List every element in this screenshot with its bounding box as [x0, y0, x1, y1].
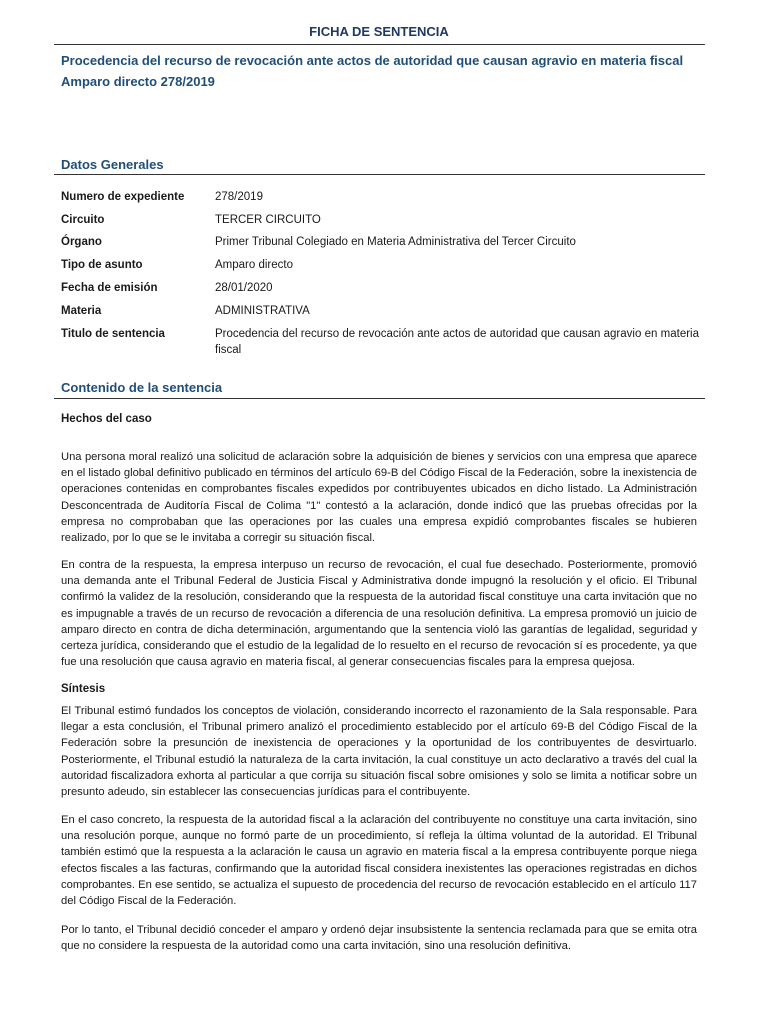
- title-divider: [54, 44, 705, 45]
- sintesis-paragraph: Por lo tanto, el Tribunal decidió conceder el amparo y ordenó dejar insubsistente la sentencia reclamada para que se emita otra que no considere la respuesta de la autoridad como una carta invitación, sino una resolución definitiva.: [61, 924, 697, 953]
- general-value: ADMINISTRATIVA: [215, 305, 310, 317]
- contenido-heading: Contenido de la sentencia: [61, 380, 223, 395]
- general-label: Circuito: [61, 214, 105, 226]
- hechos-paragraph: Una persona moral realizó una solicitud de aclaración sobre la adquisición de bienes y servicios con una empresa que aparece en el listado global definitivo publicado en términos del artículo 69-B del Código Fiscal de la Federación, sobre la inexistencia de operaciones contenidas en comprobantes fiscales expedidos por contribuyentes ubicados en dicho listado. La Administración Desconcentrada de Auditoría Fiscal de Colima "1" contestó a la aclaración, donde indicó que las pruebas ofrecidas por la empresa no comprobaban que las operaciones por las cuales una empresa expidió comprobantes fiscales se hubieren realizado, por lo que se le invitaba a corregir su situación fiscal.: [61, 451, 697, 545]
- case-subtitle: Amparo directo 278/2019: [61, 74, 215, 89]
- general-label: Fecha de emisión: [61, 282, 158, 294]
- sintesis-paragraph: En el caso concreto, la respuesta de la autoridad fiscal a la aclaración del contribuyente no constituye una carta invitación, sino una resolución porque, aunque no formó parte de un procedimiento, sí refleja la última voluntad de la autoridad. El Tribunal también estimó que la respuesta a la aclaración le causa un agravio en materia fiscal a la empresa contribuyente porque niega efectos fiscales a las facturas, confirmando que la autoridad fiscal considera inexistentes las operaciones registradas en dichos comprobantes. En ese sentido, se actualiza el supuesto de procedencia del recurso de revocación establecido en el artículo 117 del Código Fiscal de la Federación.: [61, 814, 697, 908]
- case-title: Procedencia del recurso de revocación ante actos de autoridad que causan agravio en materia fiscal: [61, 53, 684, 68]
- general-value: Primer Tribunal Colegiado en Materia Administrativa del Tercer Circuito: [215, 236, 576, 248]
- general-label: Materia: [61, 305, 102, 317]
- sintesis-paragraph: El Tribunal estimó fundados los conceptos de violación, considerando incorrecto el razonamiento de la Sala responsable. Para llegar a esta conclusión, el Tribunal primero analizó el procedimiento establecido por el artículo 69-B del Código Fiscal de la Federación sobre la presunción de inexistencia de operaciones y la oportunidad de los contribuyentes de desvirtuarlo. Posteriormente, el Tribunal estudió la naturaleza de la carta invitación, la cual constituye un acto declarativo a través del cual la autoridad fiscalizadora exhorta al particular a que corrija su situación fiscal sobre omisiones y solo se limita a notificar sobre un presunto adeudo, sin establecer las consecuencias jurídicas para el contribuyente.: [61, 705, 697, 799]
- document-title: FICHA DE SENTENCIA: [309, 24, 449, 39]
- sintesis-heading: Síntesis: [61, 683, 106, 695]
- datos-generales-divider: [54, 174, 705, 175]
- general-value: 28/01/2020: [215, 282, 273, 294]
- general-value: Procedencia del recurso de revocación ante actos de autoridad que causan agravio en materia fiscal: [215, 328, 699, 356]
- general-value: TERCER CIRCUITO: [215, 214, 321, 226]
- hechos-heading: Hechos del caso: [61, 413, 152, 425]
- general-value: 278/2019: [215, 191, 263, 203]
- datos-generales-heading: Datos Generales: [61, 157, 164, 172]
- hechos-paragraph: En contra de la respuesta, la empresa interpuso un recurso de revocación, el cual fue desechado. Posteriormente, promovió una demanda ante el Tribunal Federal de Justicia Fiscal y Administrativa donde impugnó la resolución y el oficio. El Tribunal confirmó la validez de la resolución, considerando que la respuesta de la autoridad fiscal constituye una carta invitación que no es impugnable a través de un recurso de revocación a diferencia de una resolución definitiva. La empresa promovió un juicio de amparo directo en contra de dicha determinación, argumentando que la sentencia violó las garantías de legalidad, seguridad y certeza jurídica, considerando que el estudio de la legalidad de lo resuelto en el recurso de revocación sí es procedente, ya que fue una resolución que causa agravio en materia fiscal, al generar consecuencias fiscales para la empresa quejosa.: [61, 559, 697, 669]
- general-label: Numero de expediente: [61, 191, 185, 203]
- general-label: Tipo de asunto: [61, 259, 143, 271]
- contenido-divider: [54, 398, 705, 399]
- general-label: Titulo de sentencia: [61, 328, 165, 340]
- general-value: Amparo directo: [215, 259, 293, 271]
- general-label: Órgano: [61, 236, 102, 248]
